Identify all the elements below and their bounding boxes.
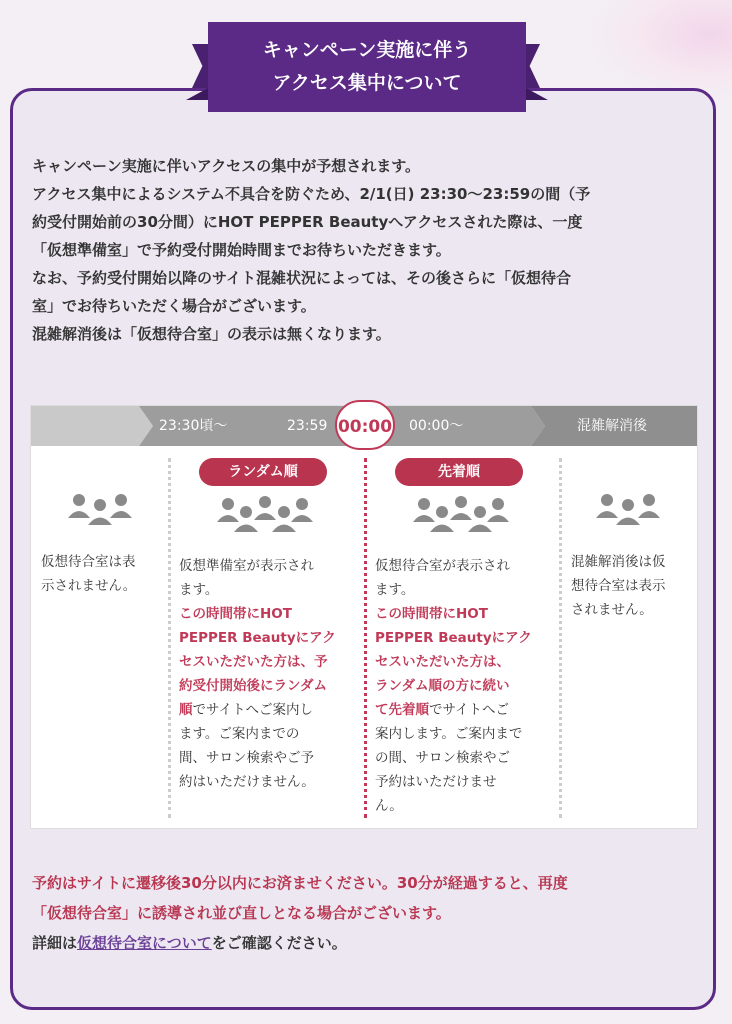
notice-detail-line: 詳細は仮想待合室についてをご確認ください。 [32,934,347,952]
column-after-text: 混雑解消後は仮 想待合室は表示 されません。 [571,554,666,618]
intro-line: 「仮想準備室」で予約受付開始時間までお待ちいただきます。 [32,241,451,259]
title-ribbon [208,22,526,112]
title-line-1: キャンペーン実施に伴う [262,39,472,61]
intro-line: キャンペーン実施に伴いアクセスの集中が予想されます。 [32,157,421,175]
people-group-icon [217,496,313,536]
bar-label-start: 23:30頃〜 [159,418,228,434]
divider-dots-red [364,458,367,818]
intro-line: 室」でお待ちいただく場合がございます。 [32,297,316,315]
column-prep-text: 仮想準備室が表示され ます。 この時間帯にHOT PEPPER Beautyにアク セスいただいた方は、予 約受付開始後にランダム 順でサイトへご案内し ます。ご案内までの 間、サロン検索やご予 約はいただけません。 [179,558,336,790]
bar-segment-before [31,406,153,446]
bar-label-end: 23:59 [287,418,328,434]
decorative-corner-image [592,0,732,100]
intro-text [32,152,702,348]
intro-line: アクセス集中によるシステム不具合を防ぐため、2/1(日) 23:30〜23:59の間（予 [32,185,591,203]
timeline-diagram [30,405,698,829]
badge-random-order: ランダム順 [199,458,327,486]
people-group-icon [413,496,509,536]
badge-first-come: 先着順 [395,458,523,486]
bar-label-after: 混雑解消後 [577,418,647,434]
waiting-room-info-link[interactable]: 仮想待合室について [77,934,212,952]
bar-label-open: 00:00〜 [409,418,464,434]
column-open-text: 仮想待合室が表示され ます。 この時間帯にHOT PEPPER Beautyにアク セスいただいた方は、 ランダム順の方に続い て先着順でサイトへご 案内します。ご案内まで の間、サロン検索やご 予約はいただけませ ん。 [375,558,532,814]
clock-badge: 00:00 [335,400,395,450]
people-group-icon [595,492,661,528]
notice-warning-line: 「仮想待合室」に誘導され並び直しとなる場合がございます。 [32,904,451,922]
notice-text [32,868,702,958]
notice-warning-line: 予約はサイトに遷移後30分以内にお済ませください。30分が経過すると、再度 [32,874,568,892]
title-line-2: アクセス集中について [272,72,462,94]
intro-line: なお、予約受付開始以降のサイト混雑状況によっては、その後さらに「仮想待合 [32,269,571,287]
people-group-icon [67,492,133,528]
column-before-text: 仮想待合室は表 示されません。 [41,554,137,594]
divider-dots [559,458,562,818]
divider-dots [168,458,171,818]
intro-line: 約受付開始前の30分間）にHOT PEPPER Beautyへアクセスされた際は、一度 [32,213,583,231]
intro-line: 混雑解消後は「仮想待合室」の表示は無くなります。 [32,325,391,343]
